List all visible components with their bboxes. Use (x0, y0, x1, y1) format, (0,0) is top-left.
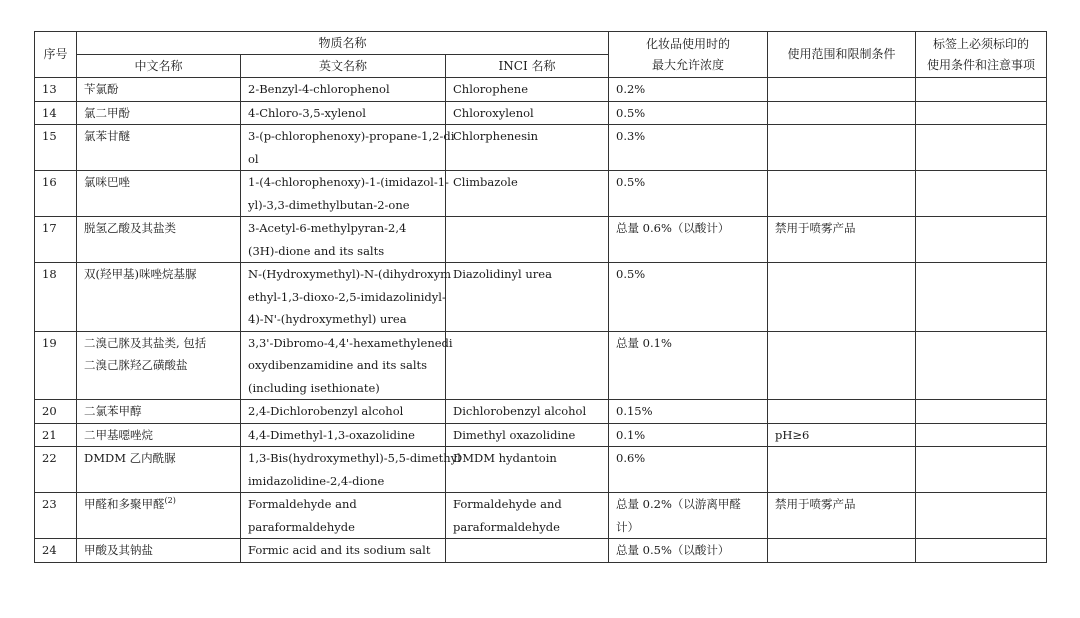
header-substance-name: 物质名称 (77, 32, 609, 55)
cell-number: 24 (35, 539, 77, 563)
cell-number: 15 (35, 125, 77, 171)
cell-english-name-line: oxydibenzamidine and its salts (248, 358, 428, 372)
cell-english-name-line: ol (248, 151, 259, 166)
table-row (35, 331, 1047, 400)
cell-max-concentration-line: 总量 0.5%（以酸计） (616, 543, 730, 557)
cell-inci-name (446, 263, 609, 332)
cell-scope (768, 101, 916, 125)
cell-scope (768, 217, 916, 263)
cell-chinese-name (77, 539, 241, 563)
cell-english-name (241, 423, 446, 447)
cell-english-name-line: (3H)-dione and its salts (248, 243, 385, 258)
cell-inci-name-line: DMDM hydantoin (453, 451, 557, 465)
cell-max-concentration-line: 总量 0.6%（以酸计） (616, 221, 730, 235)
cell-inci-name-line: Climbazole (453, 175, 518, 189)
header-english-name: 英文名称 (241, 55, 446, 78)
cell-inci-name-line: Diazolidinyl urea (453, 267, 552, 281)
cell-max-concentration (609, 423, 768, 447)
cell-max-concentration-line: 0.15% (616, 404, 653, 418)
header-max-conc-line1: 化妆品使用时的 (646, 36, 731, 51)
cell-max-concentration-line: 0.5% (616, 175, 646, 189)
cell-scope (768, 331, 916, 400)
cell-max-concentration (609, 125, 768, 171)
cell-max-concentration-line: 0.1% (616, 427, 646, 442)
cell-max-concentration (609, 217, 768, 263)
cell-scope-line: pH≥6 (775, 427, 810, 442)
table-row (35, 447, 1047, 493)
cell-scope (768, 78, 916, 102)
table-row (35, 539, 1047, 563)
cell-chinese-name-line: 二溴己脒羟乙磺酸盐 (84, 358, 188, 372)
table-row (35, 101, 1047, 125)
cell-label-conditions (916, 217, 1047, 263)
cell-number: 19 (35, 331, 77, 400)
cell-label-conditions (916, 539, 1047, 563)
cell-chinese-name-line: 二甲基噁唑烷 (84, 427, 153, 442)
cell-max-concentration (609, 493, 768, 539)
cell-max-concentration-line: 0.5% (616, 105, 646, 120)
cell-english-name (241, 539, 446, 563)
cell-english-name-line: 4-Chloro-3,5-xylenol (248, 105, 366, 120)
cell-scope (768, 447, 916, 493)
cell-label-conditions (916, 263, 1047, 332)
cell-scope (768, 125, 916, 171)
cell-english-name (241, 217, 446, 263)
cell-max-concentration (609, 400, 768, 424)
cell-inci-name-line: paraformaldehyde (453, 519, 560, 534)
cell-chinese-name-line: 氯咪巴唑 (84, 175, 130, 189)
cell-chinese-name (77, 125, 241, 171)
cell-chinese-name-line: DMDM 乙内酰脲 (84, 451, 176, 465)
cell-label-conditions (916, 423, 1047, 447)
cell-chinese-name-line: 苄氯酚 (84, 82, 119, 96)
header-scope: 使用范围和限制条件 (768, 32, 916, 78)
cell-scope (768, 493, 916, 539)
cell-label-conditions (916, 400, 1047, 424)
cell-number: 16 (35, 171, 77, 217)
cell-inci-name-line: Dimethyl oxazolidine (453, 427, 576, 442)
cell-max-concentration-line: 计） (616, 519, 640, 534)
cell-number: 21 (35, 423, 77, 447)
cell-english-name-line: 1,3-Bis(hydroxymethyl)-5,5-dimethyl (248, 451, 461, 465)
table-row (35, 263, 1047, 332)
cell-inci-name-line: Formaldehyde and (453, 497, 562, 511)
header-label-line1: 标签上必须标印的 (933, 36, 1030, 51)
cell-english-name-line: 3-Acetyl-6-methylpyran-2,4 (248, 221, 407, 235)
cell-scope (768, 539, 916, 563)
cell-inci-name (446, 539, 609, 563)
cell-inci-name (446, 125, 609, 171)
table-row (35, 125, 1047, 171)
table-row (35, 217, 1047, 263)
cell-max-concentration-line: 0.5% (616, 267, 646, 281)
header-chinese-name: 中文名称 (77, 55, 241, 78)
cell-chinese-name (77, 423, 241, 447)
cell-max-concentration-line: 0.2% (616, 82, 646, 96)
cell-english-name-line: (including isethionate) (248, 380, 380, 395)
cell-english-name-line: ethyl-1,3-dioxo-2,5-imidazolinidyl- (248, 289, 446, 304)
cell-english-name (241, 493, 446, 539)
cell-max-concentration (609, 447, 768, 493)
cell-chinese-name (77, 493, 241, 539)
cell-max-concentration-line: 0.6% (616, 451, 646, 465)
cell-english-name-line: 2-Benzyl-4-chlorophenol (248, 82, 390, 96)
cell-inci-name-line: Chloroxylenol (453, 105, 534, 120)
cell-max-concentration (609, 101, 768, 125)
cell-number: 20 (35, 400, 77, 424)
cell-max-concentration (609, 78, 768, 102)
cell-max-concentration (609, 171, 768, 217)
header-max-concentration (609, 32, 768, 78)
footnote-marker: (2) (164, 496, 176, 506)
cell-english-name (241, 171, 449, 217)
cell-number: 18 (35, 263, 77, 332)
cell-chinese-name-line: 二溴己脒及其盐类, 包括 (84, 335, 207, 350)
cell-scope-line: 禁用于喷雾产品 (775, 221, 856, 235)
cell-chinese-name (77, 447, 241, 493)
cell-english-name-line: 3,3'-Dibromo-4,4'-hexamethylenedi (248, 335, 453, 350)
cell-english-name-line: 3-(p-chlorophenoxy)-propane-1,2-di (248, 129, 455, 143)
cell-number: 23 (35, 493, 77, 539)
cell-inci-name (446, 423, 609, 447)
cell-english-name (241, 263, 452, 332)
cell-chinese-name-line: 双(羟甲基)咪唑烷基脲 (84, 267, 197, 281)
cell-inci-name-line: Chlorphenesin (453, 129, 539, 143)
cell-chinese-name-line: 二氯苯甲醇 (84, 404, 142, 418)
cell-chinese-name-line: 氯苯甘醚 (84, 129, 130, 143)
cell-english-name-line: 2,4-Dichlorobenzyl alcohol (248, 404, 404, 418)
cell-english-name (241, 447, 461, 493)
cell-english-name-line: 4,4-Dimethyl-1,3-oxazolidine (248, 427, 415, 442)
cell-chinese-name-line: 甲酸及其钠盐 (84, 543, 153, 557)
cell-chinese-name (77, 263, 241, 332)
cell-english-name-line: paraformaldehyde (248, 519, 355, 534)
table-body (35, 78, 1047, 563)
cell-max-concentration (609, 263, 768, 332)
cell-inci-name (446, 171, 609, 217)
cell-chinese-name (77, 400, 241, 424)
cell-english-name-line: imidazolidine-2,4-dione (248, 473, 385, 488)
cell-english-name-line: yl)-3,3-dimethylbutan-2-one (248, 197, 410, 212)
cell-inci-name (446, 400, 609, 424)
cell-english-name (241, 78, 446, 102)
cell-chinese-name (77, 78, 241, 102)
cell-max-concentration (609, 539, 768, 563)
table-row (35, 171, 1047, 217)
table-row (35, 493, 1047, 539)
regulation-table (34, 31, 1047, 563)
cell-english-name (241, 331, 453, 400)
cell-max-concentration (609, 331, 768, 400)
table-row (35, 423, 1047, 447)
cell-number: 14 (35, 101, 77, 125)
table-row (35, 78, 1047, 102)
cell-scope (768, 263, 916, 332)
cell-english-name-line: 4)-N'-(hydroxymethyl) urea (248, 312, 407, 326)
cell-inci-name (446, 78, 609, 102)
cell-max-concentration-line: 总量 0.1% (616, 335, 672, 350)
cell-label-conditions (916, 125, 1047, 171)
cell-english-name-line: Formaldehyde and (248, 497, 357, 511)
header-label-conditions (916, 32, 1047, 78)
cell-english-name-line: N-(Hydroxymethyl)-N-(dihydroxym (248, 267, 452, 281)
header-seq: 序号 (35, 32, 77, 78)
cell-label-conditions (916, 447, 1047, 493)
cell-label-conditions (916, 101, 1047, 125)
cell-max-concentration-line: 总量 0.2%（以游离甲醛 (616, 497, 741, 511)
cell-scope (768, 171, 916, 217)
cell-english-name-line: 1-(4-chlorophenoxy)-1-(imidazol-1- (248, 175, 449, 189)
cell-chinese-name (77, 101, 241, 125)
cell-scope (768, 423, 916, 447)
cell-chinese-name-line: 甲醛和多聚甲醛 (84, 497, 165, 511)
header-label-line2: 使用条件和注意事项 (927, 57, 1036, 72)
cell-number: 17 (35, 217, 77, 263)
cell-english-name (241, 400, 446, 424)
cell-english-name (241, 101, 446, 125)
cell-chinese-name-line: 氯二甲酚 (84, 105, 130, 120)
cell-chinese-name (77, 331, 241, 400)
cell-label-conditions (916, 78, 1047, 102)
cell-scope-line: 禁用于喷雾产品 (775, 497, 856, 511)
cell-inci-name (446, 217, 609, 263)
header-row-1 (35, 32, 1047, 55)
cell-inci-name-line: Dichlorobenzyl alcohol (453, 404, 587, 418)
cell-chinese-name (77, 217, 241, 263)
cell-max-concentration-line: 0.3% (616, 129, 646, 143)
cell-inci-name (446, 101, 609, 125)
table-row (35, 400, 1047, 424)
cell-chinese-name-line: 脱氢乙酸及其盐类 (84, 221, 176, 235)
header-max-conc-line2: 最大允许浓度 (652, 57, 725, 72)
cell-label-conditions (916, 171, 1047, 217)
cell-inci-name (446, 447, 609, 493)
cell-number: 22 (35, 447, 77, 493)
cell-inci-name (446, 493, 609, 539)
cell-number: 13 (35, 78, 77, 102)
header-inci-name: INCI 名称 (446, 55, 609, 78)
cell-inci-name-line: Chlorophene (453, 82, 529, 96)
cell-label-conditions (916, 493, 1047, 539)
cell-inci-name (446, 331, 609, 400)
cell-scope (768, 400, 916, 424)
cell-english-name-line: Formic acid and its sodium salt (248, 543, 431, 557)
cell-chinese-name (77, 171, 241, 217)
cell-english-name (241, 125, 455, 171)
cell-label-conditions (916, 331, 1047, 400)
